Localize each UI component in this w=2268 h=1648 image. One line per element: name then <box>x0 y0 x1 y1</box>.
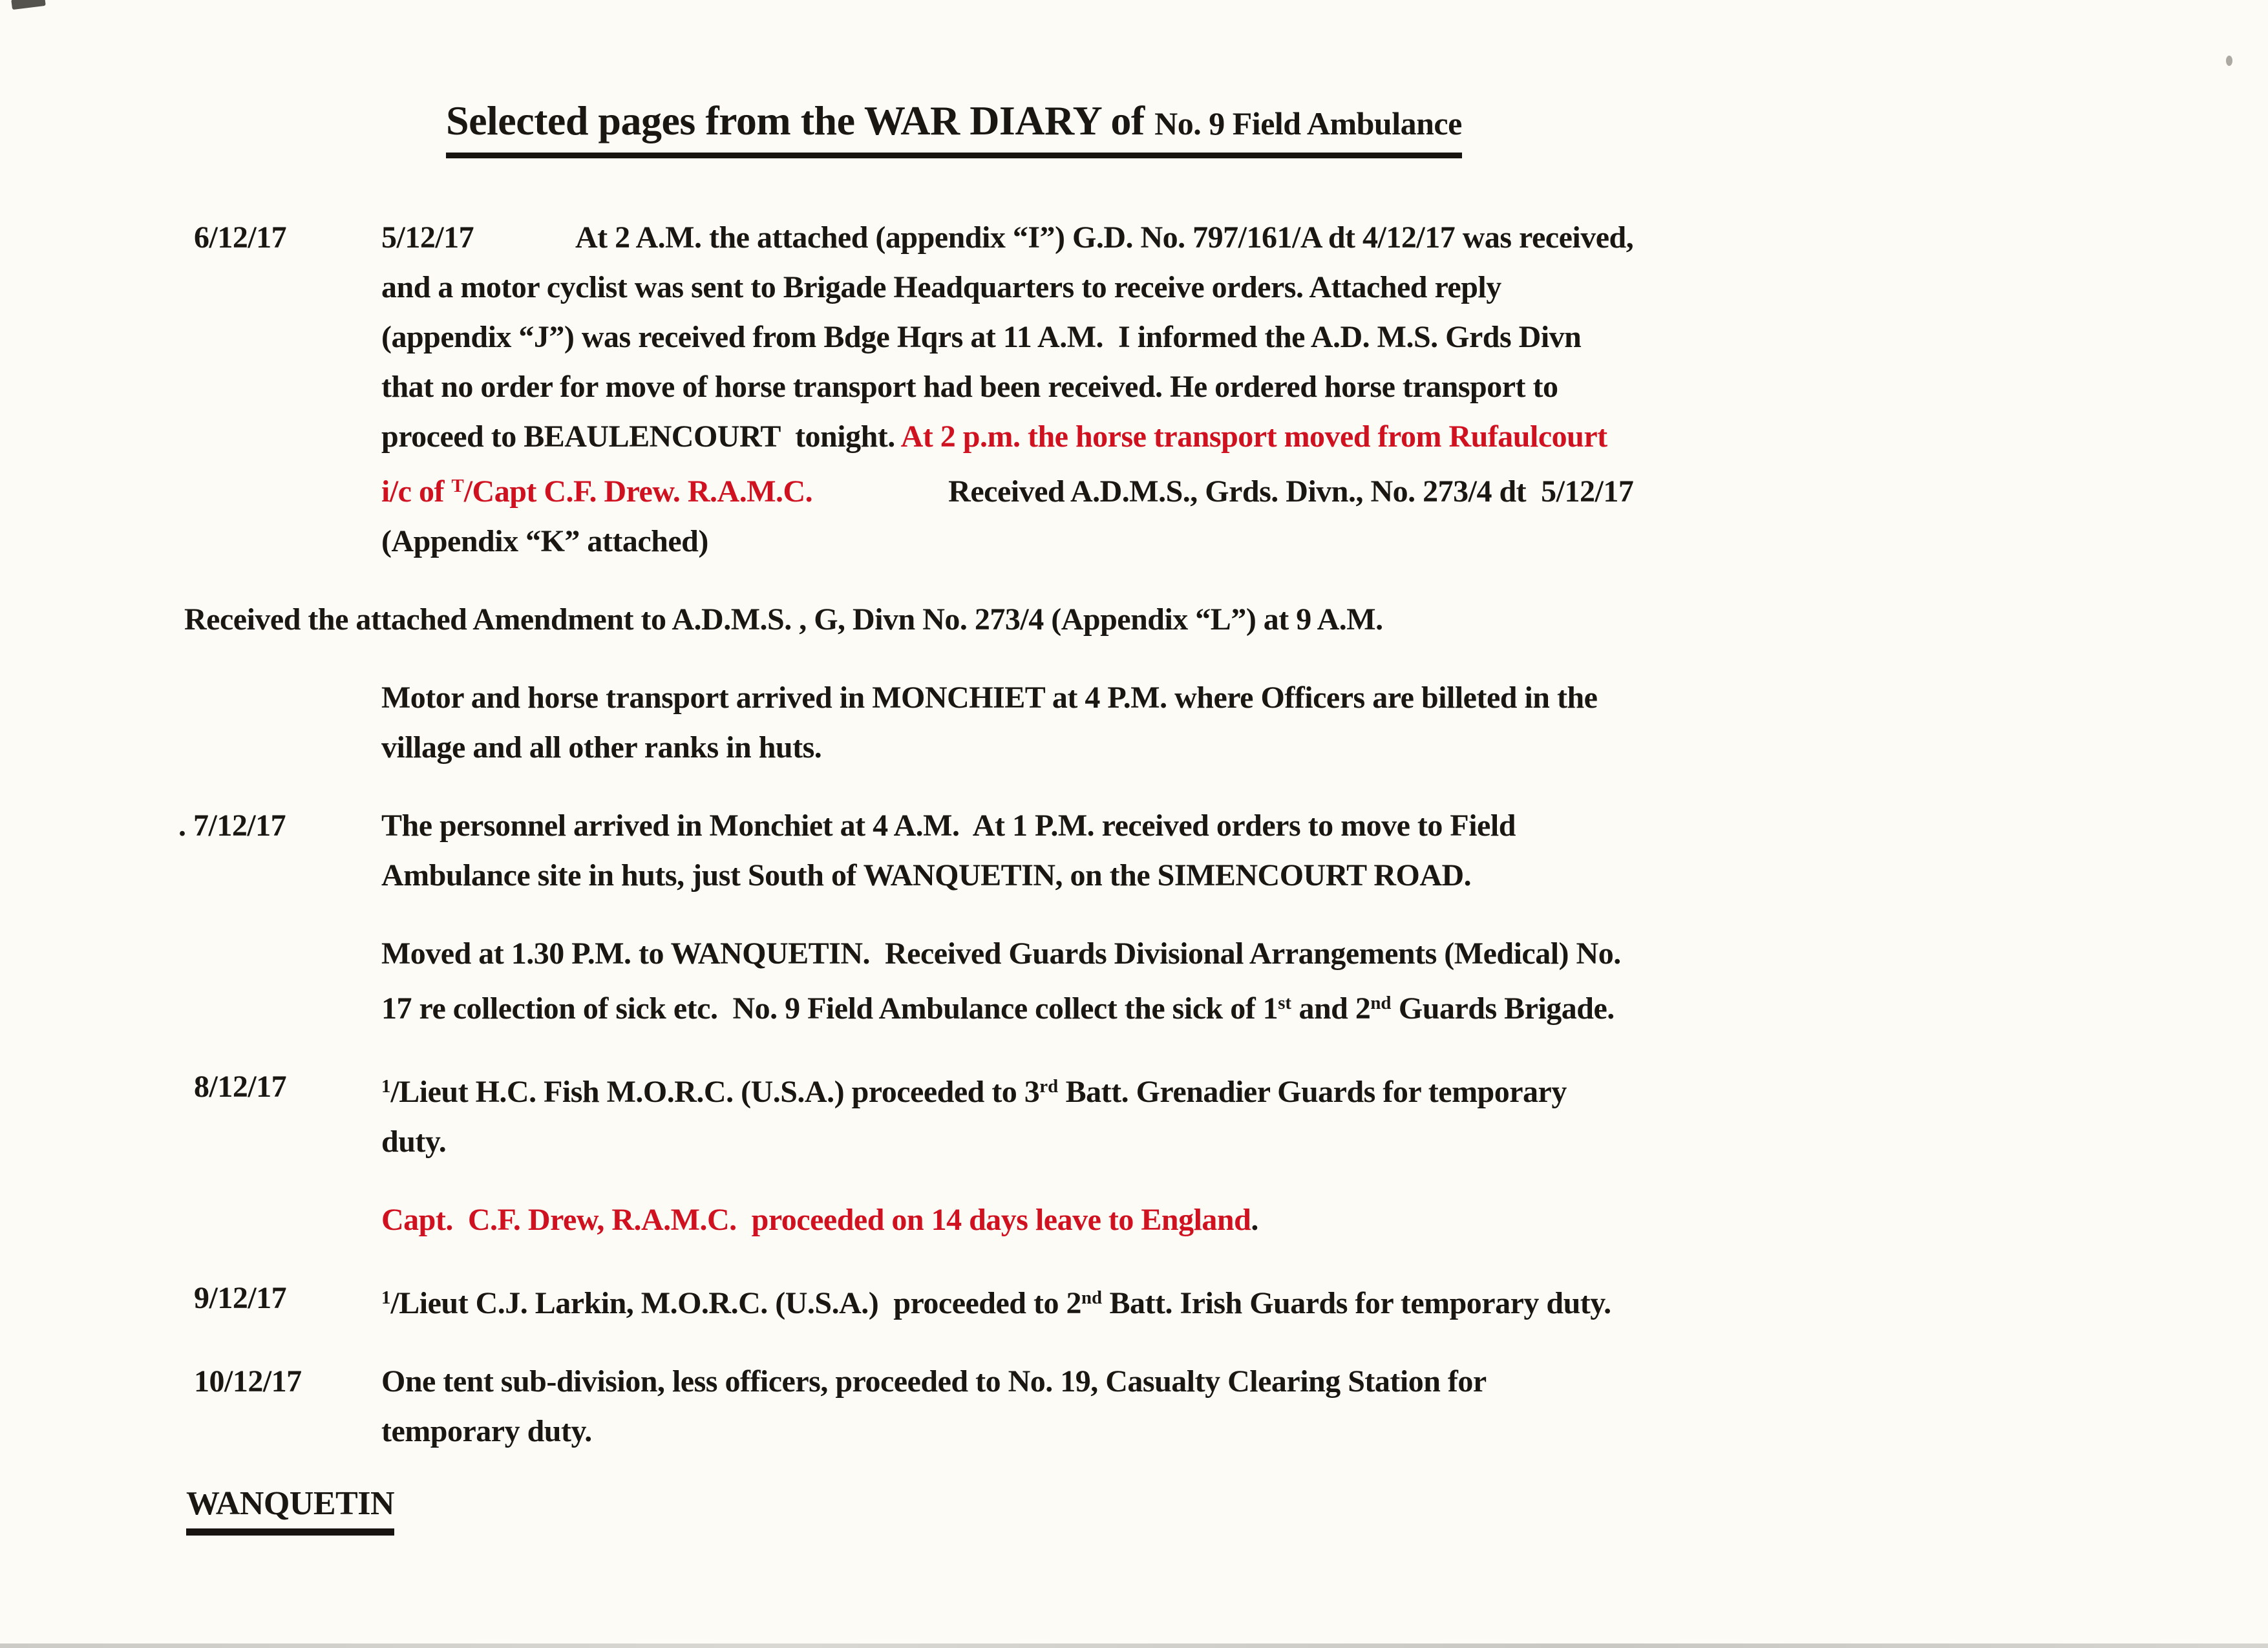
diary-entry-amendment <box>0 595 2268 644</box>
scan-artifact-top-left <box>11 0 46 10</box>
page-title-row <box>446 97 2268 158</box>
ink-text: Guards Brigade. <box>1391 991 1615 1026</box>
ink-text: (appendix “J”) was received from Bdge Hqrs at 11 A.M. I informed the A.D. M.S. Grds Divn <box>381 320 1582 354</box>
entry-line <box>381 1273 2268 1328</box>
entry-line <box>381 312 2268 362</box>
entry-body <box>381 1195 2268 1245</box>
entry-body <box>381 1273 2268 1328</box>
entry-line <box>381 516 2268 566</box>
entry-line <box>381 262 2268 312</box>
ink-text: temporary duty. <box>381 1413 592 1448</box>
ink-text: Motor and horse transport arrived in MONCHIET at 4 P.M. where Officers are billeted in the <box>381 680 1598 715</box>
ink-text: (Appendix “K” attached) <box>381 523 708 558</box>
entry-date: 6/12/17 <box>194 220 287 255</box>
entry-date: 8/12/17 <box>194 1069 287 1104</box>
red-ink-text: /Capt C.F. Drew. R.A.M.C. <box>463 474 813 509</box>
diary-entry-6-12-17 <box>0 213 2268 566</box>
entry-body <box>184 595 2268 644</box>
ink-text: At 2 A.M. the attached (appendix “I”) G.D. No. 797/161/A dt 4/12/17 was received, <box>575 220 1634 255</box>
ink-text: Moved at 1.30 P.M. to WANQUETIN. Received Guards Divisional Arrangements (Medical) No. <box>381 936 1621 971</box>
ink-text: 1 <box>381 1075 391 1097</box>
entry-line <box>381 412 2268 461</box>
entry-line <box>381 1195 2268 1245</box>
ink-text: Received A.D.M.S., Grds. Divn., No. 273/4 dt 5/12/17 <box>948 474 1634 509</box>
ink-text: The personnel arrived in Monchiet at 4 A.M. At 1 P.M. received orders to move to Field <box>381 808 1516 843</box>
ink-text: Selected pages from the WAR DIARY of <box>446 98 1155 143</box>
page-title <box>446 97 1462 158</box>
entry-line <box>381 673 2268 723</box>
entry-line <box>381 850 2268 900</box>
ink-text: No. 9 Field Ambulance <box>1154 105 1462 142</box>
ink-text: /Lieut C.J. Larkin, M.O.R.C. (U.S.A.) proceeded to 2 <box>390 1285 1081 1320</box>
entry-date: 9/12/17 <box>194 1280 287 1315</box>
ink-text: and a motor cyclist was sent to Brigade Headquarters to receive orders. Attached reply <box>381 270 1501 304</box>
ink-text: nd <box>1370 992 1392 1013</box>
ink-text: proceed to BEAULENCOURT tonight. <box>381 419 901 454</box>
diary-entry-10-12-17 <box>0 1357 2268 1456</box>
ink-text: 17 re collection of sick etc. No. 9 Field Ambulance collect the sick of 1 <box>381 991 1278 1026</box>
entry-line <box>381 1357 2268 1406</box>
red-ink-text: i/c of <box>381 474 452 509</box>
entry-line <box>381 723 2268 772</box>
entry-line <box>381 801 2268 850</box>
ink-text: st <box>1278 992 1291 1013</box>
diary-entry-7-12-17 <box>0 801 2268 900</box>
entry-date: . 7/12/17 <box>178 808 286 843</box>
entry-body <box>381 673 2268 772</box>
diary-entry-drew-leave <box>0 1195 2268 1245</box>
ink-text: One tent sub-division, less officers, proceeded to No. 19, Casualty Clearing Station for <box>381 1364 1487 1399</box>
diary-entry-move-wanquetin <box>0 929 2268 1033</box>
entry-body <box>381 213 2268 566</box>
location-heading: WANQUETIN <box>186 1484 394 1536</box>
diary-entry-8-12-17 <box>0 1062 2268 1167</box>
entry-body <box>381 929 2268 1033</box>
diary-entry-transport-arrival <box>0 673 2268 772</box>
ink-text: duty. <box>381 1124 447 1159</box>
ink-text: Batt. Irish Guards for temporary duty. <box>1102 1285 1611 1320</box>
entry-body <box>381 1357 2268 1456</box>
entry-line <box>381 1062 2268 1117</box>
entry-line <box>381 213 2268 262</box>
entry-body <box>381 1062 2268 1167</box>
ink-text: . <box>1251 1202 1258 1237</box>
ink-text: village and all other ranks in huts. <box>381 730 822 765</box>
red-ink-text: At 2 p.m. the horse transport moved from Rufaulcourt <box>900 419 1607 454</box>
entry-line <box>381 1117 2268 1167</box>
entry-line <box>184 595 2268 644</box>
entry-body <box>381 801 2268 900</box>
diary-entry-9-12-17 <box>0 1273 2268 1328</box>
entry-date: 10/12/17 <box>194 1364 302 1399</box>
red-ink-text: Capt. C.F. Drew, R.A.M.C. proceeded on 14 days leave to England <box>381 1202 1251 1237</box>
red-ink-text: T <box>451 476 464 496</box>
scan-artifact-bottom-edge <box>0 1643 2268 1648</box>
ink-text: nd <box>1081 1287 1103 1308</box>
entry-line <box>381 1406 2268 1456</box>
entry-line <box>381 362 2268 412</box>
scan-artifact-right-speck <box>2226 56 2232 66</box>
ink-text: Ambulance site in huts, just South of WANQUETIN, on the SIMENCOURT ROAD. <box>381 858 1472 893</box>
entry-line <box>381 978 2268 1033</box>
ink-text: and 2 <box>1291 991 1371 1026</box>
ink-text: 1 <box>381 1287 391 1308</box>
entry-line <box>381 461 2268 516</box>
ink-text: 5/12/17 <box>381 220 474 255</box>
ink-text: that no order for move of horse transport had been received. He ordered horse transport to <box>381 370 1558 404</box>
ink-text: Received the attached Amendment to A.D.M.S. , G, Divn No. 273/4 (Appendix “L”) at 9 A.M. <box>184 602 1383 637</box>
location-heading-row <box>0 1484 2268 1536</box>
ink-text: rd <box>1039 1075 1059 1097</box>
ink-text: /Lieut H.C. Fish M.O.R.C. (U.S.A.) proceeded to 3 <box>390 1074 1040 1109</box>
ink-text: Batt. Grenadier Guards for temporary <box>1058 1074 1567 1109</box>
entry-line <box>381 929 2268 978</box>
